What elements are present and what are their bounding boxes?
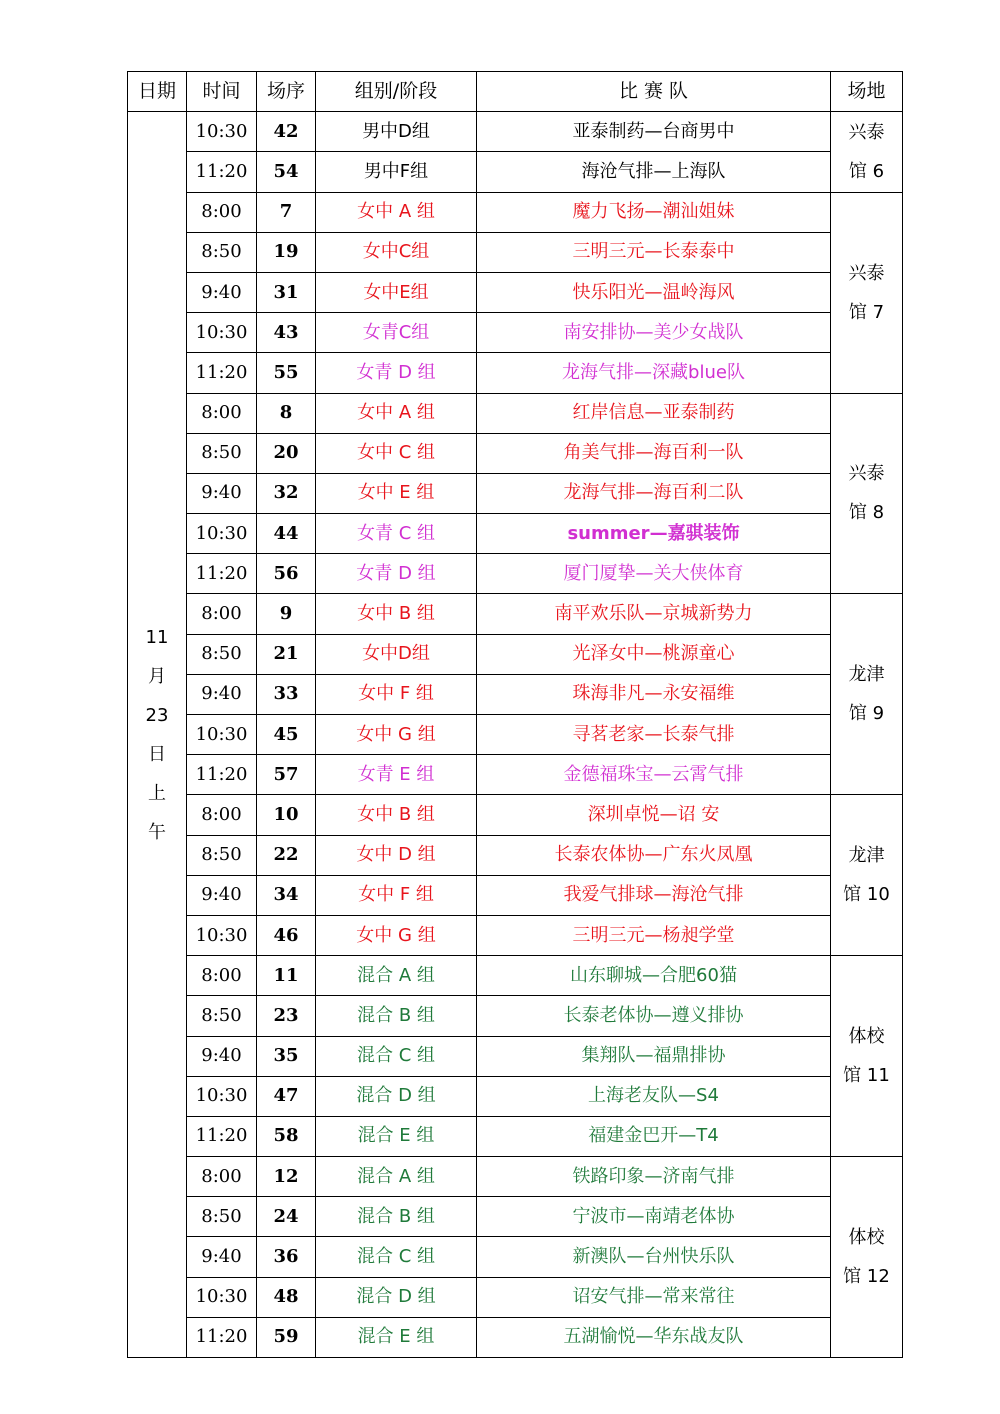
teams-cell: 新澳队—台州快乐队 [477, 1237, 831, 1277]
teams-cell: 上海老友队—S4 [477, 1076, 831, 1116]
header-group: 组别/阶段 [316, 72, 477, 112]
table-row [128, 1157, 903, 1197]
teams-cell: 三明三元—杨昶学堂 [477, 915, 831, 955]
teams-cell: 南安排协—美少女战队 [477, 313, 831, 353]
seq-cell: 45 [257, 715, 316, 755]
date-cell [128, 112, 187, 1358]
seq-cell: 23 [257, 996, 316, 1036]
table-row [128, 915, 903, 955]
table-row [128, 1036, 903, 1076]
teams-cell: 铁路印象—济南气排 [477, 1157, 831, 1197]
group-cell: 女青C组 [316, 313, 477, 353]
group-cell: 女中E组 [316, 272, 477, 312]
venue-line: 体校 [848, 1026, 885, 1048]
venue-line: 馆 10 [843, 884, 890, 906]
time-cell: 10:30 [187, 915, 257, 955]
group-cell: 女中C组 [316, 232, 477, 272]
venue-line: 馆 7 [848, 301, 885, 323]
table-row [128, 313, 903, 353]
teams-cell: 南平欢乐队—京城新势力 [477, 594, 831, 634]
venue-cell [831, 393, 903, 594]
teams-cell: 寻茗老家—长泰气排 [477, 715, 831, 755]
table-row [128, 514, 903, 554]
group-cell: 男中D组 [316, 112, 477, 152]
group-cell: 混合 A 组 [316, 956, 477, 996]
venue-line: 馆 6 [848, 160, 885, 182]
match-schedule-table [127, 71, 903, 1358]
schedule-body [128, 112, 903, 1358]
table-row [128, 152, 903, 192]
teams-cell: 金德福珠宝—云霄气排 [477, 755, 831, 795]
seq-cell: 36 [257, 1237, 316, 1277]
seq-cell: 58 [257, 1116, 316, 1156]
seq-cell: 57 [257, 755, 316, 795]
teams-cell: 龙海气排—海百利二队 [477, 473, 831, 513]
teams-cell: 三明三元—长泰泰中 [477, 232, 831, 272]
table-row [128, 795, 903, 835]
teams-cell: summer—嘉骐装饰 [477, 514, 831, 554]
table-row [128, 1116, 903, 1156]
teams-cell: 厦门厦挚—关大侠体育 [477, 554, 831, 594]
group-cell: 女中 A 组 [316, 192, 477, 232]
group-cell: 混合 B 组 [316, 1197, 477, 1237]
teams-cell: 龙海气排—深藏blue队 [477, 353, 831, 393]
time-cell: 8:00 [187, 192, 257, 232]
venue-line: 兴泰 [848, 463, 885, 485]
group-cell: 女中 G 组 [316, 915, 477, 955]
group-cell: 混合 D 组 [316, 1076, 477, 1116]
table-row [128, 1317, 903, 1357]
table-row [128, 232, 903, 272]
teams-cell: 长泰老体协—遵义排协 [477, 996, 831, 1036]
group-cell: 女中 B 组 [316, 795, 477, 835]
teams-cell: 角美气排—海百利一队 [477, 433, 831, 473]
group-cell: 女青 D 组 [316, 554, 477, 594]
venue-line: 兴泰 [848, 262, 885, 284]
time-cell: 8:00 [187, 956, 257, 996]
time-cell: 9:40 [187, 1036, 257, 1076]
group-cell: 女青 D 组 [316, 353, 477, 393]
time-cell: 8:50 [187, 835, 257, 875]
table-row [128, 353, 903, 393]
time-cell: 11:20 [187, 152, 257, 192]
seq-cell: 21 [257, 634, 316, 674]
teams-cell: 福建金巴开—T4 [477, 1116, 831, 1156]
time-cell: 10:30 [187, 715, 257, 755]
venue-cell [831, 192, 903, 393]
table-row [128, 1076, 903, 1116]
teams-cell: 快乐阳光—温岭海风 [477, 272, 831, 312]
time-cell: 10:30 [187, 313, 257, 353]
venue-line: 馆 12 [843, 1266, 890, 1288]
teams-cell: 五湖愉悦—华东战友队 [477, 1317, 831, 1357]
time-cell: 10:30 [187, 1277, 257, 1317]
time-cell: 11:20 [187, 554, 257, 594]
time-cell: 11:20 [187, 1116, 257, 1156]
header-date: 日期 [128, 72, 187, 112]
time-cell: 8:00 [187, 594, 257, 634]
header-venue: 场地 [831, 72, 903, 112]
seq-cell: 44 [257, 514, 316, 554]
group-cell: 女中 G 组 [316, 715, 477, 755]
time-cell: 10:30 [187, 112, 257, 152]
seq-cell: 59 [257, 1317, 316, 1357]
time-cell: 10:30 [187, 1076, 257, 1116]
header-seq: 场序 [257, 72, 316, 112]
seq-cell: 35 [257, 1036, 316, 1076]
venue-cell [831, 594, 903, 795]
date-line: 11 [145, 626, 169, 648]
seq-cell: 12 [257, 1157, 316, 1197]
time-cell: 8:00 [187, 795, 257, 835]
venue-line: 馆 11 [843, 1065, 890, 1087]
teams-cell: 亚泰制药—台商男中 [477, 112, 831, 152]
table-row [128, 112, 903, 152]
group-cell: 女中 E 组 [316, 473, 477, 513]
group-cell: 混合 C 组 [316, 1237, 477, 1277]
table-row [128, 1277, 903, 1317]
time-cell: 9:40 [187, 272, 257, 312]
time-cell: 11:20 [187, 1317, 257, 1357]
teams-cell: 深圳卓悦—诏 安 [477, 795, 831, 835]
seq-cell: 9 [257, 594, 316, 634]
seq-cell: 54 [257, 152, 316, 192]
time-cell: 10:30 [187, 514, 257, 554]
teams-cell: 诏安气排—常来常往 [477, 1277, 831, 1317]
seq-cell: 31 [257, 272, 316, 312]
teams-cell: 珠海非凡—永安福维 [477, 674, 831, 714]
venue-cell [831, 1157, 903, 1358]
table-row [128, 755, 903, 795]
table-row [128, 634, 903, 674]
time-cell: 8:50 [187, 634, 257, 674]
date-line: 午 [148, 821, 166, 843]
venue-cell [831, 112, 903, 192]
teams-cell: 光泽女中—桃源童心 [477, 634, 831, 674]
group-cell: 男中F组 [316, 152, 477, 192]
group-cell: 混合 C 组 [316, 1036, 477, 1076]
table-row [128, 192, 903, 232]
seq-cell: 10 [257, 795, 316, 835]
table-row [128, 433, 903, 473]
seq-cell: 34 [257, 875, 316, 915]
teams-cell: 红岸信息—亚泰制药 [477, 393, 831, 433]
time-cell: 9:40 [187, 1237, 257, 1277]
seq-cell: 20 [257, 433, 316, 473]
date-line: 月 [148, 665, 166, 687]
table-row [128, 1197, 903, 1237]
seq-cell: 33 [257, 674, 316, 714]
time-cell: 8:50 [187, 1197, 257, 1237]
seq-cell: 22 [257, 835, 316, 875]
group-cell: 女中 D 组 [316, 835, 477, 875]
venue-line: 龙津 [848, 845, 885, 867]
seq-cell: 32 [257, 473, 316, 513]
group-cell: 女中 B 组 [316, 594, 477, 634]
group-cell: 混合 E 组 [316, 1116, 477, 1156]
time-cell: 11:20 [187, 755, 257, 795]
teams-cell: 集翔队—福鼎排协 [477, 1036, 831, 1076]
table-row [128, 956, 903, 996]
seq-cell: 8 [257, 393, 316, 433]
group-cell: 女青 C 组 [316, 514, 477, 554]
table-row [128, 996, 903, 1036]
seq-cell: 48 [257, 1277, 316, 1317]
date-line: 上 [148, 782, 166, 804]
table-row [128, 875, 903, 915]
venue-cell [831, 795, 903, 956]
table-row [128, 554, 903, 594]
teams-cell: 我爱气排球—海沧气排 [477, 875, 831, 915]
seq-cell: 55 [257, 353, 316, 393]
seq-cell: 56 [257, 554, 316, 594]
header-time: 时间 [187, 72, 257, 112]
time-cell: 8:50 [187, 232, 257, 272]
venue-line: 体校 [848, 1227, 885, 1249]
time-cell: 8:00 [187, 393, 257, 433]
time-cell: 8:50 [187, 996, 257, 1036]
table-row [128, 393, 903, 433]
group-cell: 混合 A 组 [316, 1157, 477, 1197]
group-cell: 女中 F 组 [316, 674, 477, 714]
seq-cell: 42 [257, 112, 316, 152]
table-row [128, 1237, 903, 1277]
venue-line: 兴泰 [848, 121, 885, 143]
seq-cell: 24 [257, 1197, 316, 1237]
seq-cell: 47 [257, 1076, 316, 1116]
time-cell: 9:40 [187, 875, 257, 915]
time-cell: 9:40 [187, 674, 257, 714]
group-cell: 女青 E 组 [316, 755, 477, 795]
teams-cell: 海沧气排—上海队 [477, 152, 831, 192]
date-line: 23 [145, 704, 169, 726]
table-row [128, 272, 903, 312]
venue-cell [831, 956, 903, 1157]
teams-cell: 宁波市—南靖老体协 [477, 1197, 831, 1237]
teams-cell: 魔力飞扬—潮汕姐妹 [477, 192, 831, 232]
seq-cell: 11 [257, 956, 316, 996]
group-cell: 混合 E 组 [316, 1317, 477, 1357]
table-row [128, 835, 903, 875]
seq-cell: 46 [257, 915, 316, 955]
group-cell: 混合 B 组 [316, 996, 477, 1036]
teams-cell: 长泰农体协—广东火凤凰 [477, 835, 831, 875]
group-cell: 女中 C 组 [316, 433, 477, 473]
group-cell: 女中 A 组 [316, 393, 477, 433]
header-row [128, 72, 903, 112]
venue-line: 馆 9 [848, 703, 885, 725]
group-cell: 混合 D 组 [316, 1277, 477, 1317]
table-row [128, 594, 903, 634]
venue-line: 龙津 [848, 664, 885, 686]
group-cell: 女中 F 组 [316, 875, 477, 915]
table-row [128, 473, 903, 513]
seq-cell: 19 [257, 232, 316, 272]
header-teams: 比 赛 队 [477, 72, 831, 112]
date-line: 日 [148, 743, 166, 765]
seq-cell: 7 [257, 192, 316, 232]
table-row [128, 674, 903, 714]
venue-line: 馆 8 [848, 502, 885, 524]
time-cell: 9:40 [187, 473, 257, 513]
table-row [128, 715, 903, 755]
time-cell: 8:50 [187, 433, 257, 473]
group-cell: 女中D组 [316, 634, 477, 674]
time-cell: 8:00 [187, 1157, 257, 1197]
teams-cell: 山东聊城—合肥60猫 [477, 956, 831, 996]
time-cell: 11:20 [187, 353, 257, 393]
seq-cell: 43 [257, 313, 316, 353]
